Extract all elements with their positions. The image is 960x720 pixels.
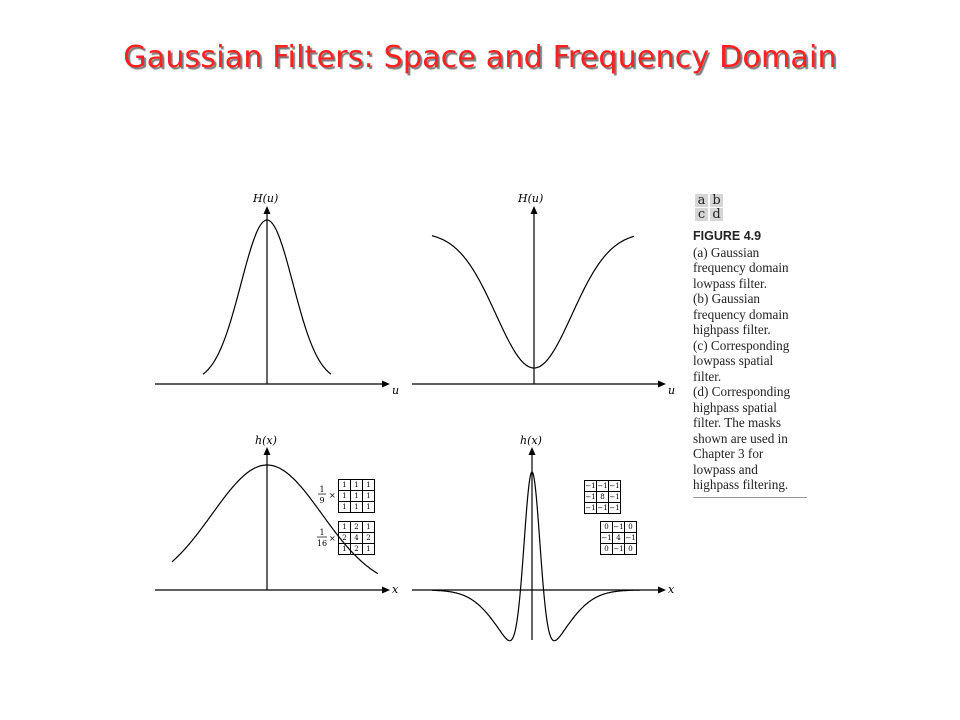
mask-cell: −1 bbox=[613, 523, 624, 531]
mask-cell: −1 bbox=[601, 534, 612, 542]
mask-row bbox=[339, 544, 375, 555]
mask-cell: 1 bbox=[339, 491, 351, 502]
mask-row bbox=[601, 533, 637, 544]
panel-c-y-label: h(x) bbox=[255, 434, 277, 447]
mask-row bbox=[585, 503, 621, 514]
mask-lowpass-weighted bbox=[338, 521, 375, 555]
panel-a-x-arrow bbox=[382, 381, 390, 388]
mask-cell: 1 bbox=[363, 544, 375, 555]
mask-cell: 1 bbox=[351, 480, 363, 491]
caption-rule bbox=[693, 497, 807, 498]
caption-line: highpass filtering. bbox=[693, 477, 789, 492]
panel-a bbox=[155, 192, 399, 397]
mask-cell: 0 bbox=[625, 544, 637, 555]
caption-body bbox=[693, 245, 813, 493]
mask-cell: 0 bbox=[601, 522, 613, 533]
caption-line: lowpass spatial bbox=[693, 353, 774, 368]
mask-box-denominator: 9 bbox=[319, 496, 325, 505]
panel-b-curve bbox=[432, 236, 634, 368]
mask-highpass-8 bbox=[584, 480, 621, 514]
panel-b bbox=[412, 192, 675, 397]
caption-line: lowpass filter. bbox=[693, 275, 767, 291]
panel-index-a: a bbox=[695, 194, 708, 207]
caption-heading: FIGURE 4.9 bbox=[693, 229, 762, 243]
mask-cell: −1 bbox=[597, 504, 608, 512]
caption-line: filter. bbox=[693, 368, 722, 384]
panel-c-x-label: x bbox=[392, 583, 399, 596]
mask-row bbox=[585, 481, 621, 492]
mask-row bbox=[601, 544, 637, 555]
mask-cell: 4 bbox=[613, 533, 625, 544]
mask-cell: −1 bbox=[597, 482, 608, 490]
caption-line: (a) Gaussian bbox=[693, 244, 760, 260]
mask-box-times: × bbox=[329, 491, 336, 500]
mask-cell: 2 bbox=[351, 544, 363, 555]
mask-cell: 2 bbox=[363, 533, 375, 544]
mask-cell: −1 bbox=[609, 504, 620, 512]
mask-cell: −1 bbox=[609, 482, 620, 490]
panel-a-x-label: u bbox=[392, 384, 400, 397]
panel-a-y-label: H(u) bbox=[253, 192, 279, 205]
caption-line: Chapter 3 for bbox=[693, 446, 764, 461]
mask-cell: −1 bbox=[625, 534, 636, 542]
mask-cell: 1 bbox=[351, 491, 363, 502]
panel-d-y-label: h(x) bbox=[520, 434, 542, 447]
mask-weighted-numerator: 1 bbox=[319, 528, 325, 537]
mask-cell: 4 bbox=[351, 533, 363, 544]
mask-cell: 1 bbox=[363, 522, 375, 533]
panel-c-x-arrow bbox=[382, 587, 390, 594]
caption-line: frequency domain bbox=[693, 260, 789, 275]
mask-cell: 1 bbox=[339, 502, 351, 513]
caption-line: filter. The masks bbox=[693, 415, 782, 430]
mask-cell: 2 bbox=[351, 522, 363, 533]
mask-factor-box bbox=[318, 485, 336, 505]
mask-cell: 1 bbox=[363, 502, 375, 513]
mask-highpass-4 bbox=[600, 521, 637, 555]
panel-d-y-arrow bbox=[529, 447, 536, 455]
panel-b-x-label: u bbox=[668, 384, 676, 397]
caption-line: highpass filter. bbox=[693, 322, 771, 337]
mask-cell: −1 bbox=[609, 493, 620, 501]
panel-b-y-arrow bbox=[531, 206, 538, 214]
panel-index-b: b bbox=[710, 194, 723, 207]
figure-caption bbox=[693, 229, 813, 493]
mask-box-numerator: 1 bbox=[319, 485, 325, 494]
mask-cell: 1 bbox=[363, 480, 375, 491]
panel-b-x-arrow bbox=[658, 381, 666, 388]
mask-cell: −1 bbox=[585, 482, 596, 490]
panel-d-x-label: x bbox=[668, 583, 675, 596]
panel-c bbox=[155, 434, 399, 596]
mask-lowpass-box bbox=[338, 479, 375, 513]
mask-row bbox=[339, 480, 375, 491]
panel-index-c: c bbox=[695, 208, 708, 221]
mask-cell: 8 bbox=[597, 492, 609, 503]
mask-weighted-times: × bbox=[329, 534, 336, 543]
panel-c-y-arrow bbox=[264, 447, 271, 455]
mask-cell: −1 bbox=[585, 504, 596, 512]
caption-line: lowpass and bbox=[693, 461, 758, 477]
mask-factor-weighted bbox=[317, 528, 336, 548]
mask-row bbox=[339, 502, 375, 513]
mask-cell: 1 bbox=[351, 502, 363, 513]
slide-title: Gaussian Filters: Space and Frequency Domain bbox=[123, 40, 837, 75]
caption-line: (d) Corresponding bbox=[693, 384, 791, 399]
mask-cell: 2 bbox=[339, 533, 351, 544]
mask-row bbox=[339, 491, 375, 502]
caption-line: frequency domain bbox=[693, 306, 789, 322]
mask-row bbox=[585, 492, 621, 503]
panel-a-y-arrow bbox=[264, 206, 271, 214]
caption-line: shown are used in bbox=[693, 430, 788, 446]
mask-weighted-denominator: 16 bbox=[316, 539, 328, 548]
mask-cell: 1 bbox=[339, 480, 351, 491]
mask-cell: −1 bbox=[585, 493, 596, 501]
caption-line: highpass spatial bbox=[693, 399, 777, 415]
caption-line: (b) Gaussian bbox=[693, 291, 761, 306]
mask-cell: 0 bbox=[625, 522, 637, 533]
panel-b-y-label: H(u) bbox=[518, 192, 544, 205]
caption-line: (c) Corresponding bbox=[693, 337, 790, 353]
mask-cell: 0 bbox=[601, 544, 613, 555]
mask-cell: 1 bbox=[339, 522, 351, 533]
mask-cell: −1 bbox=[613, 545, 624, 553]
mask-cell: 1 bbox=[363, 491, 375, 502]
mask-row bbox=[339, 522, 375, 533]
mask-row bbox=[339, 533, 375, 544]
mask-row bbox=[601, 522, 637, 533]
panel-d-x-arrow bbox=[658, 587, 666, 594]
panel-index-d: d bbox=[710, 208, 723, 221]
mask-cell: 1 bbox=[339, 544, 351, 555]
